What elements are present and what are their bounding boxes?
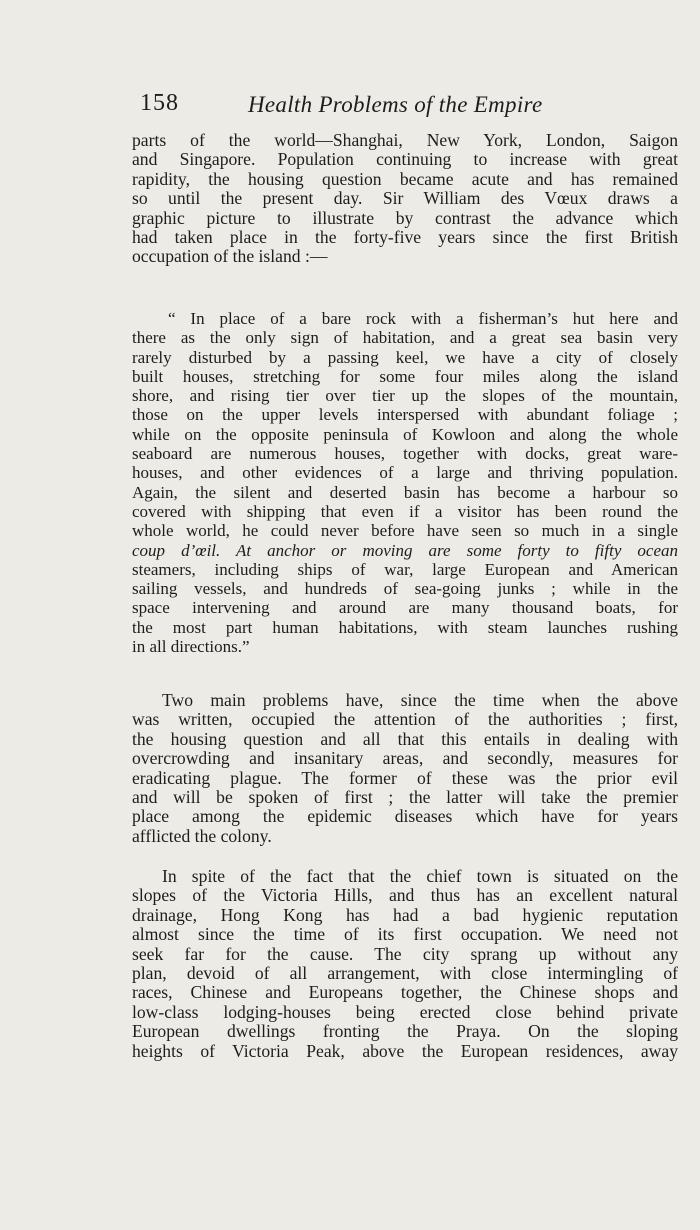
text-line: slopes of the Victoria Hills, and thus has an excellent natural	[132, 885, 678, 906]
text-line: space intervening and around are many thousand boats, for	[132, 598, 678, 618]
text-line: coup d’œil. At anchor or moving are some forty to fifty ocean	[132, 540, 678, 560]
text-line: Again, the silent and deserted basin has become a harbour so	[132, 482, 678, 502]
text-line: “ In place of a bare rock with a fisherman’s hut here and	[168, 309, 678, 328]
text-line: steamers, including ships of war, large European and American	[132, 559, 678, 579]
text-line: drainage, Hong Kong has had a bad hygienic reputation	[132, 904, 678, 925]
text-line: shore, and rising tier over tier up the slopes of the mountain,	[132, 386, 678, 406]
text-line: sailing vessels, and hundreds of sea-going junks ; while in the	[132, 579, 678, 599]
running-title: Health Problems of the Empire	[248, 92, 543, 117]
text-line: houses, and other evidences of a large and thriving population.	[132, 463, 678, 483]
text-line: so until the present day. Sir William des Vœux draws a	[132, 188, 678, 209]
text-line: graphic picture to illustrate by contrast the advance which	[132, 207, 678, 228]
text-line: plan, devoid of all arrangement, with close intermingling of	[132, 963, 678, 984]
text-line: in all directions.”	[132, 637, 250, 657]
text-line: races, Chinese and Europeans together, the Chinese shops and	[132, 982, 678, 1003]
text-line: overcrowding and insanitary areas, and secondly, measures for	[132, 748, 678, 769]
text-line: parts of the world—Shanghai, New York, London, Saigon	[132, 130, 678, 150]
text-line: rarely disturbed by a passing keel, we have a city of closely	[132, 347, 678, 367]
text-line: In spite of the fact that the chief town is situated on the	[162, 866, 678, 886]
text-line: whole world, he could never before have seen so much in a single	[132, 521, 678, 541]
page-number: 158	[140, 90, 179, 116]
text-line: European dwellings fronting the Praya. On the sloping	[132, 1021, 678, 1042]
text-line: there as the only sign of habitation, and a great sea basin very	[132, 328, 678, 348]
text-line: almost since the time of its first occupation. We need not	[132, 924, 678, 945]
paragraph	[132, 867, 678, 1061]
text-line: had taken place in the forty-five years since the first British	[132, 227, 678, 248]
text-line: rapidity, the housing question became acute and has remained	[132, 168, 678, 189]
paragraph-continuation	[132, 131, 678, 267]
text-line: afflicted the colony.	[132, 825, 272, 846]
text-line: those on the upper levels interspersed with abundant foliage ;	[132, 405, 678, 425]
text-line: the housing question and all that this entails in dealing with	[132, 728, 678, 749]
text-line: low-class lodging-houses being erected close behind private	[132, 1001, 678, 1022]
text-line: seek far for the cause. The city sprang up without any	[132, 943, 678, 964]
page-header	[140, 90, 680, 124]
text-line: was written, occupied the attention of the authorities ; first,	[132, 709, 678, 730]
block-quotation	[132, 309, 678, 656]
text-line: eradicating plague. The former of these was the prior evil	[132, 767, 678, 788]
text-line: heights of Victoria Peak, above the European residences, away	[132, 1040, 678, 1061]
text-line: covered with shipping that even if a visitor has been round the	[132, 501, 678, 521]
text-line: place among the epidemic diseases which have for years	[132, 806, 678, 827]
text-line: and will be spoken of first ; the latter will take the premier	[132, 787, 678, 808]
text-line: the most part human habitations, with steam launches rushing	[132, 617, 678, 637]
text-line: and Singapore. Population continuing to increase with great	[132, 149, 678, 170]
text-line: Two main problems have, since the time when the above	[162, 690, 678, 710]
text-line: while on the opposite peninsula of Kowloon and along the whole	[132, 424, 678, 444]
text-line: built houses, stretching for some four miles along the island	[132, 366, 678, 386]
text-line: seaboard are numerous houses, together with docks, great ware-	[132, 444, 678, 464]
text-line: occupation of the island :—	[132, 246, 328, 267]
paragraph	[132, 691, 678, 846]
